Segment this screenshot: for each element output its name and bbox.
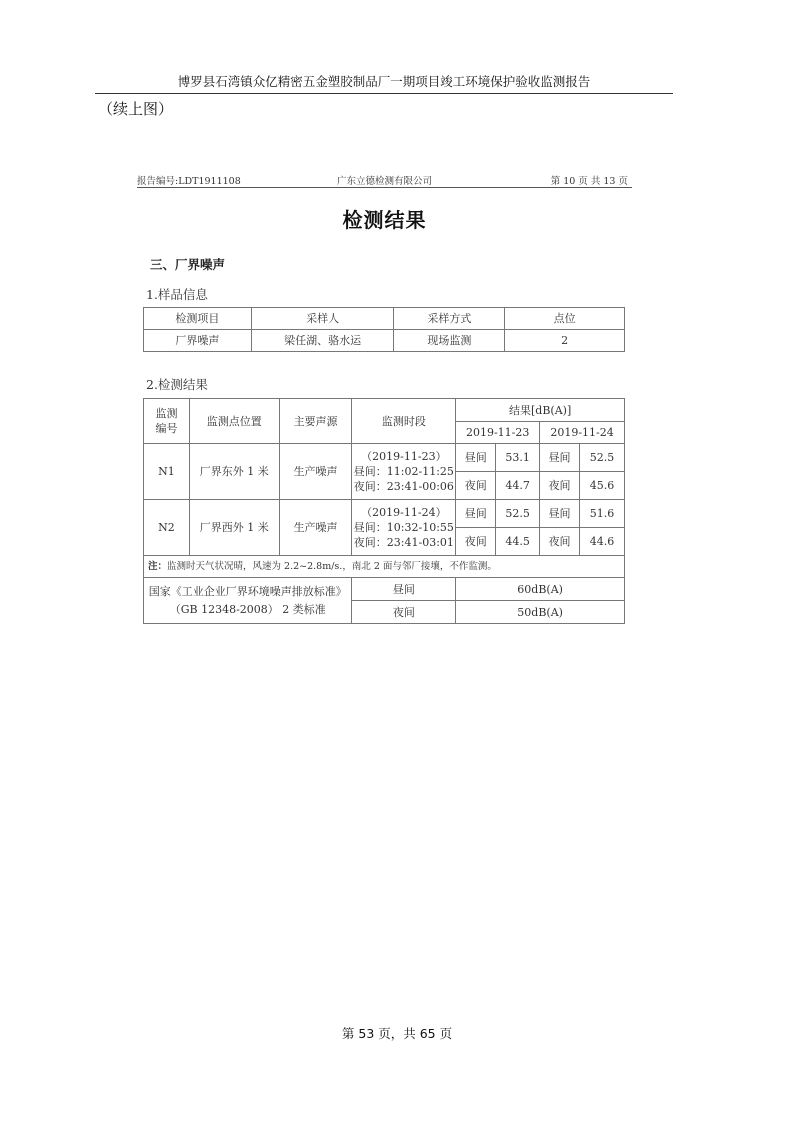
table-row — [144, 444, 625, 472]
table-row — [144, 500, 625, 528]
company-name: 广东立德检测有限公司 — [336, 176, 432, 187]
header-cell: 检测项目 — [144, 308, 252, 330]
header-station-no: 监测编号 — [144, 399, 190, 444]
page-footer: 第 53 页，共 65 页 — [341, 1026, 453, 1041]
header-location: 监测点位置 — [189, 399, 279, 444]
result-value: 51.6 — [580, 500, 625, 528]
monitoring-period — [352, 500, 456, 556]
standard-night-label: 夜间 — [352, 601, 456, 624]
table-row — [144, 330, 625, 352]
station-id: N1 — [144, 444, 190, 500]
table-cell: 现场监测 — [394, 330, 505, 352]
table-cell: 厂界噪声 — [144, 330, 252, 352]
note-cell — [144, 556, 625, 578]
result-value: 53.1 — [496, 444, 540, 472]
standard-name — [144, 578, 352, 624]
report-title: 检测结果 — [342, 208, 427, 232]
section-heading: 三、厂界噪声 — [150, 257, 226, 272]
header-period: 监测时段 — [352, 399, 456, 444]
standard-day-label: 昼间 — [352, 578, 456, 601]
inner-page-info: 第 10 页 共 13 页 — [550, 176, 628, 187]
standard-code: （GB 12348-2008） 2 类标准 — [169, 602, 326, 616]
standard-title: 国家《工业企业厂界环境噪声排放标准》 — [148, 584, 347, 598]
period-day: 昼间：10:32-10:55 — [353, 521, 454, 534]
header-date-2: 2019-11-24 — [540, 422, 625, 444]
monitoring-period — [352, 444, 456, 500]
period-label: 昼间 — [540, 500, 580, 528]
inner-report-header — [137, 173, 632, 188]
header-date-1: 2019-11-23 — [456, 422, 540, 444]
period-label: 昼间 — [540, 444, 580, 472]
sample-info-table — [143, 307, 625, 352]
noise-results-table — [143, 398, 625, 624]
result-value: 44.6 — [580, 528, 625, 556]
period-label: 夜间 — [456, 528, 496, 556]
period-label: 夜间 — [540, 528, 580, 556]
period-label: 夜间 — [456, 472, 496, 500]
result-value: 44.5 — [496, 528, 540, 556]
period-day: 昼间：11:02-11:25 — [353, 465, 454, 478]
standard-day-limit: 60dB(A) — [456, 578, 625, 601]
result-value: 52.5 — [580, 444, 625, 472]
period-label: 昼间 — [456, 500, 496, 528]
result-value: 45.6 — [580, 472, 625, 500]
results-heading: 2.检测结果 — [146, 377, 208, 392]
standard-row — [144, 578, 625, 601]
header-cell: 采样方式 — [394, 308, 505, 330]
standard-night-limit: 50dB(A) — [456, 601, 625, 624]
period-night: 夜间：23:41-03:01 — [353, 536, 454, 549]
period-label: 夜间 — [540, 472, 580, 500]
table-header-row — [144, 399, 625, 422]
note-row — [144, 556, 625, 578]
note-text: 监测时天气状况晴，风速为 2.2~2.8m/s.，南北 2 面与邻厂接壤，不作监测。 — [167, 561, 497, 572]
report-number: 报告编号:LDT1911108 — [137, 176, 241, 187]
period-date: （2019-11-23） — [361, 450, 447, 463]
table-cell: 梁任湖、骆水运 — [251, 330, 394, 352]
period-date: （2019-11-24） — [361, 506, 447, 519]
noise-source: 生产噪声 — [279, 444, 352, 500]
header-result: 结果[dB(A)] — [456, 399, 625, 422]
table-header-row — [144, 308, 625, 330]
station-location: 厂界东外 1 米 — [189, 444, 279, 500]
noise-source: 生产噪声 — [279, 500, 352, 556]
sample-info-heading: 1.样品信息 — [146, 287, 208, 302]
running-header: 博罗县石湾镇众亿精密五金塑胶制品厂一期项目竣工环境保护验收监测报告 — [95, 72, 673, 94]
table-cell: 2 — [505, 330, 625, 352]
result-value: 44.7 — [496, 472, 540, 500]
result-value: 52.5 — [496, 500, 540, 528]
station-location: 厂界西外 1 米 — [189, 500, 279, 556]
station-id: N2 — [144, 500, 190, 556]
period-night: 夜间：23:41-00:06 — [353, 480, 454, 493]
header-cell: 点位 — [505, 308, 625, 330]
header-cell: 采样人 — [251, 308, 394, 330]
header-source: 主要声源 — [279, 399, 352, 444]
continued-label: （续上图） — [98, 100, 174, 118]
period-label: 昼间 — [456, 444, 496, 472]
note-prefix: 注： — [148, 561, 168, 572]
